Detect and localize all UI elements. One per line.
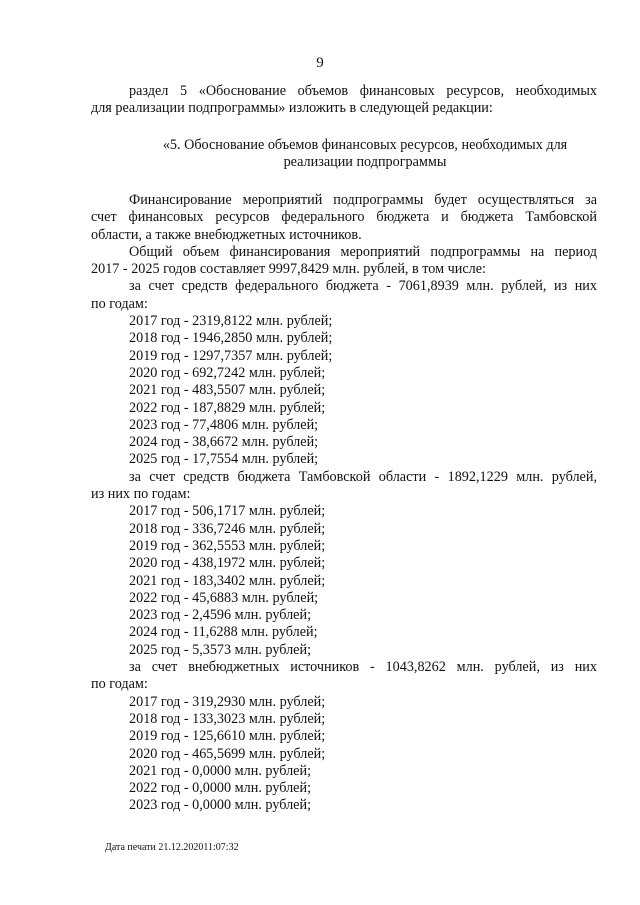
regional-year-item: 2025 год - 5,3573 млн. рублей; (129, 641, 312, 658)
extrabudget-year-item: 2023 год - 0,0000 млн. рублей; (129, 797, 312, 814)
federal-year-item: 2023 год - 77,4806 млн. рублей; (129, 416, 319, 433)
federal-year-item: 2020 год - 692,7242 млн. рублей; (129, 364, 326, 381)
extrabudget-year-item: 2020 год - 465,5699 млн. рублей; (129, 745, 326, 762)
paragraph-line: Финансирование мероприятий подпрограммы будет осуществляться за (129, 192, 597, 208)
extrabudget-year-item: 2021 год - 0,0000 млн. рублей; (129, 762, 312, 779)
paragraph-line: Общий объем финансирования мероприятий подпрограммы на период (129, 243, 597, 260)
federal-funding-line: по годам: (91, 295, 148, 312)
intro-line: для реализации подпрограммы» изложить в следующей редакции: (91, 100, 493, 117)
federal-year-item: 2022 год - 187,8829 млн. рублей; (129, 399, 326, 416)
regional-year-item: 2017 год - 506,1717 млн. рублей; (129, 503, 326, 520)
print-date-footer: Дата печати 21.12.202011:07:32 (105, 842, 239, 853)
extrabudget-year-item: 2018 год - 133,3023 млн. рублей; (129, 710, 326, 727)
section-heading (120, 137, 610, 172)
extrabudget-year-item: 2022 год - 0,0000 млн. рублей; (129, 780, 312, 797)
intro-line: раздел 5 «Обоснование объемов финансовых ресурсов, необходимых (129, 83, 597, 99)
paragraph-line: области, а также внебюджетных источников. (91, 226, 362, 243)
extrabudget-funding-line: по годам: (91, 676, 148, 693)
federal-year-item: 2019 год - 1297,7357 млн. рублей; (129, 347, 333, 364)
regional-year-item: 2018 год - 336,7246 млн. рублей; (129, 520, 326, 537)
regional-funding-line: за счет средств бюджета Тамбовской области - 1892,1229 млн. рублей, (129, 468, 597, 485)
regional-year-item: 2021 год - 183,3402 млн. рублей; (129, 572, 326, 589)
federal-year-item: 2025 год - 17,7554 млн. рублей; (129, 451, 319, 468)
page-number: 9 (316, 55, 324, 71)
heading-line: «5. Обоснование объемов финансовых ресурсов, необходимых для (162, 137, 568, 153)
federal-funding-line: за счет средств федерального бюджета - 7061,8939 млн. рублей, из них (129, 278, 597, 295)
federal-year-item: 2018 год - 1946,2850 млн. рублей; (129, 330, 333, 347)
amendment-intro (91, 83, 597, 118)
federal-year-item: 2024 год - 38,6672 млн. рублей; (129, 434, 319, 451)
heading-line: реализации подпрограммы (283, 154, 447, 171)
federal-year-item: 2017 год - 2319,8122 млн. рублей; (129, 313, 333, 330)
extrabudget-year-item: 2017 год - 319,2930 млн. рублей; (129, 693, 326, 710)
regional-year-item: 2022 год - 45,6883 млн. рублей; (129, 589, 319, 606)
regional-year-item: 2024 год - 11,6288 млн. рублей; (129, 624, 318, 641)
regional-year-item: 2023 год - 2,4596 млн. рублей; (129, 607, 312, 624)
paragraph-line: 2017 - 2025 годов составляет 9997,8429 млн. рублей, в том числе: (91, 261, 486, 278)
federal-year-item: 2021 год - 483,5507 млн. рублей; (129, 382, 326, 399)
paragraph-line: счет финансовых ресурсов федерального бюджета и бюджета Тамбовской (91, 209, 597, 226)
regional-funding-line: из них по годам: (91, 486, 191, 503)
extrabudget-year-item: 2019 год - 125,6610 млн. рублей; (129, 728, 326, 745)
regional-year-item: 2020 год - 438,1972 млн. рублей; (129, 555, 326, 572)
section-body (91, 192, 597, 815)
regional-year-item: 2019 год - 362,5553 млн. рублей; (129, 537, 326, 554)
extrabudget-funding-line: за счет внебюджетных источников - 1043,8262 млн. рублей, из них (129, 659, 597, 676)
